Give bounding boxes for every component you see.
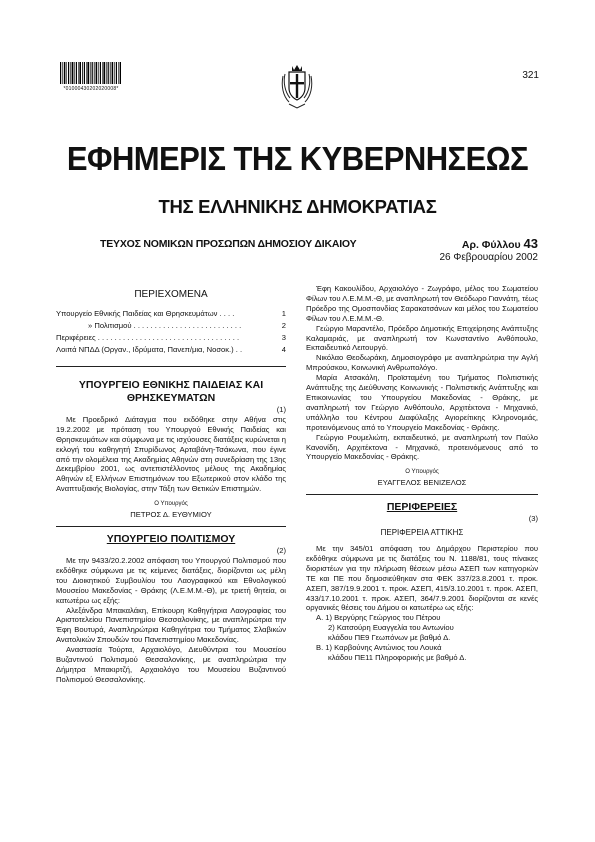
masthead-title: ΕΦΗΜΕΡΙΣ ΤΗΣ ΚΥΒΕΡΝΗΣΕΩΣ (66, 140, 529, 177)
section-ref-number: (2) (276, 545, 286, 555)
section-subtitle: ΠΕΡΙΦΕΡΕΙΑ ΑΤΤΙΚΗΣ (380, 528, 464, 538)
divider (56, 526, 286, 527)
list-item: κλάδου ΠΕ9 Γεωπόνων με βαθμό Δ. (328, 633, 451, 643)
toc-item-page: 2 (281, 320, 286, 330)
coat-of-arms-icon (277, 62, 317, 110)
toc-item-label: Υπουργείο Εθνικής Παιδείας και Θρησκευμάτων . . . . (56, 308, 235, 318)
divider (56, 366, 286, 367)
toc-item-label: Περιφέρειες . . . . . . . . . . . . . . . . . . . . . . . . . . . . . . . . . . (56, 332, 240, 342)
section-ref-number: (3) (528, 514, 538, 524)
signer-label: Ο Υπουργός (154, 501, 188, 508)
issue-type: ΤΕΥΧΟΣ ΝΟΜΙΚΩΝ ΠΡΟΣΩΠΩΝ ΔΗΜΟΣΙΟΥ ΔΙΚΑΙΟΥ (100, 238, 357, 250)
sheet-label: Αρ. Φύλλου (461, 239, 521, 251)
signer-name: ΕΥΑΓΓΕΛΟΣ ΒΕΝΙΖΕΛΟΣ (377, 478, 467, 488)
list-item: Β. 1) Καρβούνης Αντώνιος του Λουκά (316, 643, 442, 653)
section-body: Με την 345/01 απόφαση του Δημάρχου Περιστερίου που εκδόθηκε σύμφωνα με τις διατάξεις του Ν. 1188/81, τους πίνακες διοριστέων για την πλήρωση θέσεων μέσω ΑΣΕΠ των κατηγοριών ΤΕ και ΠΕ που δημοσιεύθηκαν στα ΦΕΚ 337/23.8.2001 τ. προκ. ΑΣΕΠ, 387/19.9.2001 τ. προκ. ΑΣΕΠ, 415/3.10.2001 τ. προκ. ΑΣΕΠ, 433/17.10.2001 τ. προκ. ΑΣΕΠ, 364/7.9.2001 διορίζονται σε κενές οργανικές θέσεις του Δήμου οι κατωτέρω ως εξής: (306, 544, 538, 613)
section-paragraph: Γεώργιο Μαραντέλο, Πρόεδρο Δημοτικής Επιχείρησης Ανάπτυξης Καλαμαριάς, με αναπληρωτή τον Κωνσταντίνο Ανθόπουλο, Εκπαιδευτικό Λειτουργό. (306, 323, 538, 353)
toc-item-page: 1 (281, 308, 286, 318)
toc-item (56, 332, 286, 344)
toc-item-page: 3 (281, 332, 286, 342)
section-title: ΥΠΟΥΡΓΕΙΟ ΕΘΝΙΚΗΣ ΠΑΙΔΕΙΑΣ ΚΑΙ ΘΡΗΣΚΕΥΜΑΤΩΝ (78, 378, 264, 404)
issue-date: 26 Φεβρουαρίου 2002 (439, 252, 538, 263)
left-column (56, 284, 286, 685)
barcode-number: *01000430202020008* (63, 86, 119, 92)
list-item: κλάδου ΠΕ11 Πληροφορικής με βαθμό Δ. (328, 653, 467, 662)
section-paragraph: Αλεξάνδρα Μπακαλάκη, Επίκουρη Καθηγήτρια Λαογραφίας του Αριστοτελείου Πανεπιστημίου Θεσσαλονίκης, με αναπληρώτρια την Έφη Βουτυρά, Αναπληρώτρια Καθηγήτρια του Τμήματος Σλαβικών Ανατολικών Σπουδών του Πανεπιστημίου Μακεδονίας. (56, 605, 286, 645)
toc-item (56, 344, 286, 356)
page-number: 321 (522, 70, 539, 81)
list-item: 2) Κατσούρη Ευαγγελία του Αντωνίου (328, 623, 454, 633)
list-item: Α. 1) Βεργύρης Γεώργιος του Πέτρου (316, 613, 441, 623)
toc-item-page: 4 (281, 344, 286, 354)
masthead-subtitle: ΤΗΣ ΕΛΛΗΝΙΚΗΣ ΔΗΜΟΚΡΑΤΙΑΣ (158, 196, 437, 217)
toc-item (56, 320, 286, 332)
sheet-number-value: 43 (523, 236, 538, 251)
right-column (306, 284, 538, 663)
section-paragraph: Νικόλαο Θεοδωράκη, Δημοσιογράφο με αναπληρώτρια την Αγλή Μπρούσκου, Κοινωνική Ανθρωπολόγο. (306, 353, 538, 373)
section-paragraph: Γεώργιο Ρουμελιώτη, εκπαιδευτικό, με αναπληρωτή τον Παύλο Κανονίδη, Αρχιτέκτονα - Μηχανικό, προτεινόμενους από το Υπουργείο Μακεδονίας - Θράκης. (306, 432, 538, 462)
signer-label: Ο Υπουργός (405, 469, 439, 476)
section-title: ΠΕΡΙΦΕΡΕΙΕΣ (386, 501, 458, 514)
toc-item-label: Λοιπά ΝΠΔΔ (Οργαν., Ιδρύματα, Πανεπ/μια, Νοσοκ.) . . (56, 344, 243, 354)
sheet-number (462, 236, 538, 251)
section-title: ΥΠΟΥΡΓΕΙΟ ΠΟΛΙΤΙΣΜΟΥ (106, 532, 236, 545)
section-body: Με Προεδρικό Διάταγμα που εκδόθηκε στην Αθήνα στις 19.2.2002 με πρόταση του Υπουργού Εθνικής Παιδείας και Θρησκευμάτων και σύμφωνα με τις ισχύουσες διατάξεις κυρώνεται η εκλογή του καθηγητή Σπυρίδωνος Αρταβάνη-Τσάκωνα, που έγινε από την ολομέλεια της Ακαδημίας Αθηνών στη συνεδρίαση της 13ης Δεκεμβρίου 2001, ως αντεπιστέλλοντος μέλους της Ακαδημίας Αθηνών εξ Ελλήνων Επιστημόνων του Εξωτερικού στον κλάδο της Αναπτυξιακής Βιολογίας, στην Τάξη των Θετικών Επιστημών. (56, 414, 286, 494)
barcode (60, 62, 122, 84)
section-ref-number: (1) (276, 404, 286, 414)
section-paragraph: Με την 9433/20.2.2002 απόφαση του Υπουργού Πολιτισμού που εκδόθηκε σύμφωνα με τις κείμενες διατάξεις, διορίζονται ως μέλη του Διοικητικού Συμβουλίου του Λαογραφικού και Εθνολογικού Μουσείου Μακεδονίας - Θράκης (Λ.Ε.Μ.Μ.-Θ), με τριετή θητεία, οι κατωτέρω ως εξής: (56, 555, 286, 605)
section-paragraph: Έφη Κακουλίδου, Αρχαιολόγο - Ζωγράφο, μέλος του Σωματείου Φίλων του Λ.Ε.Μ.Μ.-Θ, με αναπληρωτή τον Θεόδωρο Γιαννάτη, τέως Πρόεδρο της Ομοσπονδίας Σαρακατσάνων και μέλος του Σωματείου Φίλων του Λ.Ε.Μ.Μ.-Θ. (306, 284, 538, 323)
toc-item-label: » Πολιτισμού . . . . . . . . . . . . . . . . . . . . . . . . . . (88, 320, 242, 330)
section-paragraph: Μαρία Ατσακάλη, Προϊσταμένη του Τμήματος Πολιτιστικής Ανάπτυξης της Διεύθυνσης Κοινωνικής - Πολιτιστικής Ανάπτυξης και Επικοινωνίας του Υπουργείου Μακεδονίας - Θράκης, με αναπληρωτή τον Γεώργιο Ανθόπουλο, Αρχιτέκτονα - Μηχανικό, υπάλληλο του Κέντρου Διαφύλαξης Αγιορείτικης Κληρονομιάς, προτεινόμενους από το Υπουργείο Μακεδονίας - Θράκης. (306, 373, 538, 432)
signer-name: ΠΕΤΡΟΣ Δ. ΕΥΘΥΜΙΟΥ (130, 510, 212, 520)
toc-item (56, 308, 286, 320)
divider (306, 494, 538, 495)
toc-title: ΠΕΡΙΕΧΟΜΕΝΑ (134, 289, 208, 300)
section-paragraph: Αναστασία Τούρτα, Αρχαιολόγο, Διευθύντρια του Μουσείου Βυζαντινού Πολιτισμού Θεσσαλονίκης, με αναπληρώτρια την Δήμητρα Μπακιρτζή, Αρχαιολόγο του Μουσείου Βυζαντινού Πολιτισμού Θεσσαλονίκης. (56, 645, 286, 684)
